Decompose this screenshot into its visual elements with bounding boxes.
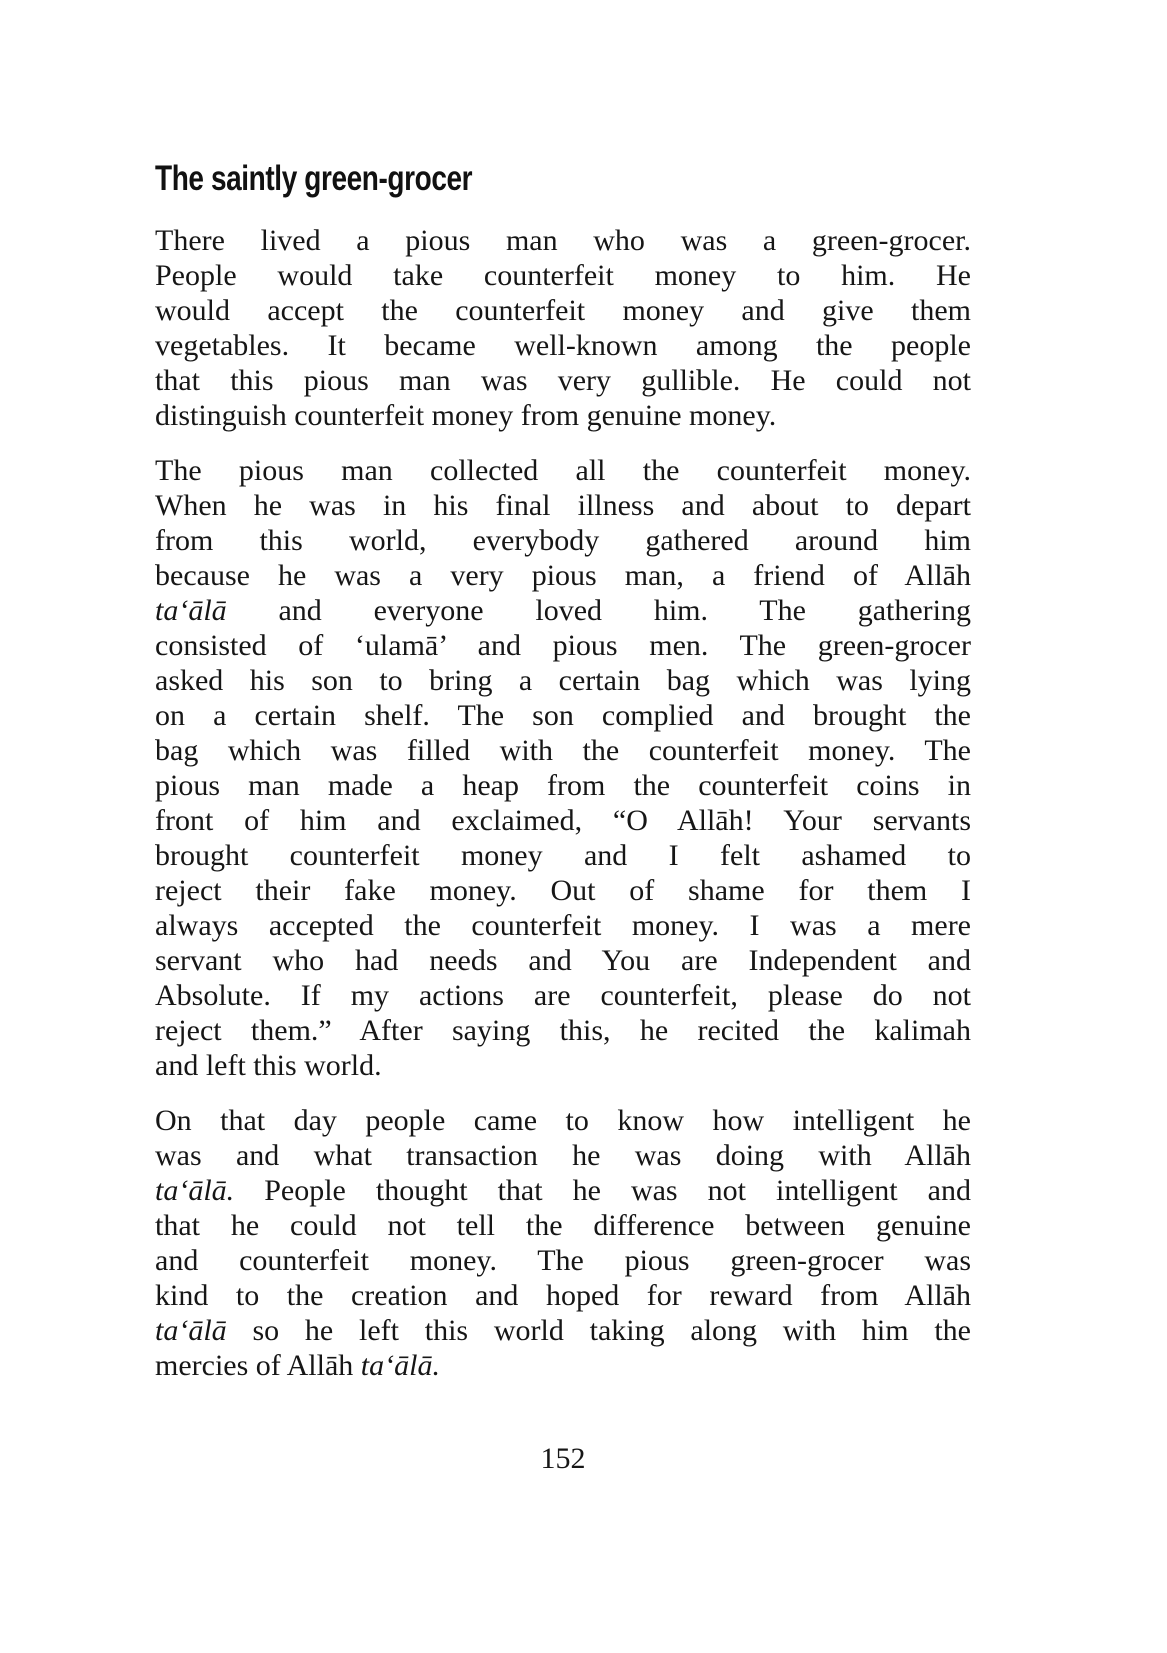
text-line [155,1313,971,1348]
text-run: The pious man collected all the counterfeit money. [155,454,971,487]
text-line [155,558,971,593]
text-line [155,258,971,293]
text-line [155,908,971,943]
text-line [155,398,971,433]
text-run: Absolute. If my actions are counterfeit, please do not [155,979,971,1012]
text-line [155,223,971,258]
text-line [155,293,971,328]
text-line [155,453,971,488]
text-run: was and what transaction he was doing with Allāh [155,1139,971,1172]
text-line [155,1348,971,1383]
paragraph [155,223,971,433]
text-run: front of him and exclaimed, “O Allāh! Your servants [155,804,971,837]
text-line [155,1243,971,1278]
italic-run: ta‘ālā [155,594,227,627]
text-line [155,768,971,803]
text-line [155,1208,971,1243]
text-line [155,1173,971,1208]
text-line [155,943,971,978]
text-line [155,628,971,663]
text-line [155,1138,971,1173]
text-run: brought counterfeit money and I felt ashamed to [155,839,971,872]
paragraph [155,453,971,1083]
text-line [155,838,971,873]
text-run: that this pious man was very gullible. He could not [155,364,971,397]
text-run: so he left this world taking along with him the [226,1314,971,1347]
text-run: would accept the counterfeit money and give them [155,294,971,327]
text-run: mercies of Allāh [155,1349,361,1382]
text-run: and left this world. [155,1049,382,1082]
text-run: kind to the creation and hoped for reward from Allāh [155,1279,971,1312]
text-run: pious man made a heap from the counterfeit coins in [155,769,971,802]
text-run: and everyone loved him. The gathering [226,594,971,627]
text-run: reject their fake money. Out of shame for them I [155,874,971,907]
text-run: consisted of ‘ulamā’ and pious men. The green-grocer [155,629,971,662]
text-run: asked his son to bring a certain bag which was lying [155,664,971,697]
page-content [155,159,971,1403]
text-line [155,663,971,698]
text-run: because he was a very pious man, a friend of Allāh [155,559,971,592]
italic-run: ta‘ālā. [360,1349,440,1382]
italic-run: ta‘ālā [155,1314,227,1347]
text-line [155,1278,971,1313]
text-line [155,1048,971,1083]
text-run: on a certain shelf. The son complied and brought the [155,699,971,732]
text-run: People would take counterfeit money to him. He [155,259,971,292]
text-run: People thought that he was not intelligent and [234,1174,971,1207]
text-line [155,698,971,733]
body-text [155,223,971,1383]
text-line [155,523,971,558]
text-run: always accepted the counterfeit money. I was a mere [155,909,971,942]
text-run: that he could not tell the difference between genuine [155,1209,971,1242]
section-heading: The saintly green-grocer [155,159,473,198]
text-run: bag which was filled with the counterfeit money. The [155,734,971,767]
page-number: 152 [540,1442,586,1475]
paragraph [155,1103,971,1383]
text-line [155,873,971,908]
text-run: reject them.” After saying this, he recited the kalimah [155,1014,971,1047]
text-run: from this world, everybody gathered around him [155,524,971,557]
text-line [155,488,971,523]
text-run: servant who had needs and You are Independent and [155,944,971,977]
text-line [155,733,971,768]
text-run: On that day people came to know how intelligent he [155,1104,971,1137]
text-line [155,978,971,1013]
text-line [155,1013,971,1048]
italic-run: ta‘ālā. [155,1174,235,1207]
text-line [155,363,971,398]
text-run: There lived a pious man who was a green-grocer. [155,224,971,257]
text-run: distinguish counterfeit money from genuine money. [155,399,777,432]
text-run: and counterfeit money. The pious green-grocer was [155,1244,971,1277]
text-line [155,1103,971,1138]
text-run: vegetables. It became well-known among the people [155,329,971,362]
text-line [155,803,971,838]
text-line [155,593,971,628]
text-line [155,328,971,363]
text-run: When he was in his final illness and about to depart [155,489,971,522]
